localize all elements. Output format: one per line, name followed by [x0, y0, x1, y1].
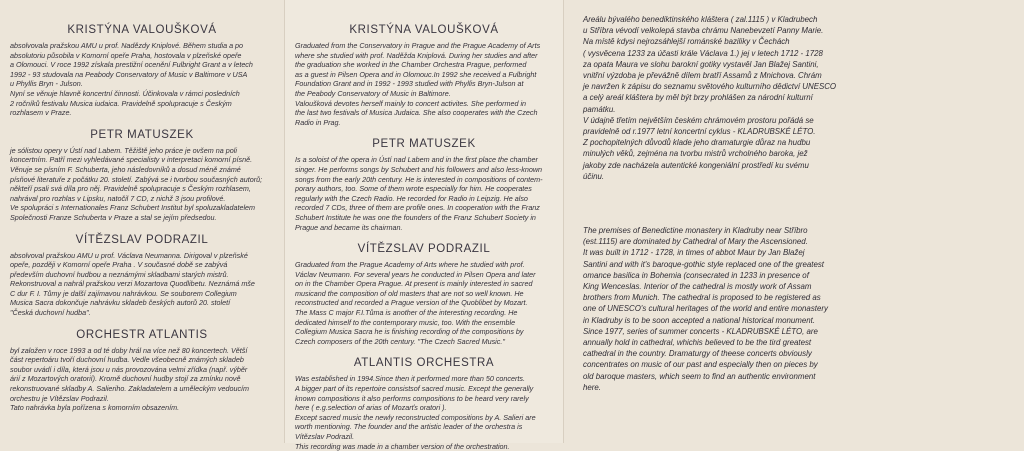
section-text: je sólistou opery v Ústí nad Labem. Těžiště jeho práce je ovšem na poli koncertním. Patří mezi vyhledávané specialisty v interpretaci komorní písně. Věnuje se písním F. Schuberta, jeho následovníků a dosud méně známé písňové literatuře z počátku 20. století. Zabývá se i tvorbou současných autorů; někteří psali svá díla pro něj. Pravidelně spolupracuje s Českým rozhlasem, nahrával pro rozhlas v Lipsku, natočil 7 CD, z nichž 3 jsou profilové. Ve spolupráci s Internationales Franz Schubert Institut byl spoluzakladatelem Společnosti Franze Schuberta v Praze a stal se jejím předsedou. [10, 145, 263, 222]
section-heading: ATLANTIS ORCHESTRA [353, 357, 495, 370]
monastery-column [563, 0, 1024, 443]
czech-bio-column [0, 0, 284, 443]
section-heading: KRISTÝNA VALOUŠKOVÁ [349, 24, 499, 36]
section-text: Was established in 1994.Since then it performed more than 50 concerts. A bigger part of its repertoire consistsof sacred music. Except the generally known compositions it also performs compositions to be heard very rarely here ( e.g.selection of arias of Mozarťs oratori ). Except sacred music the newly reconstructed compositions by A. Salieri are worth mentioning. The founder and the artistic leader of the orchestra is Vítězslav Podrazil. This recording was made in a chamber version of the orchestration. [295, 374, 536, 451]
section-heading: VÍTĚZSLAV PODRAZIL [75, 233, 209, 246]
section-heading: ORCHESTR ATLANTIS [76, 328, 208, 341]
english-bio-column [285, 0, 563, 451]
section-heading: KRISTÝNA VALOUŠKOVÁ [67, 24, 217, 36]
section-heading: PETR MATUSZEK [90, 128, 194, 141]
section-text: byl založen v roce 1993 a od té doby hrál na více než 80 koncertech. Větší část repertoáru tvoří duchovní hudba. Vedle všeobecně známých skladeb soubor uvádí i díla, která jsou u nás provozována velmi zřídka (např. výběr árií z Mozartových oratorií). Kromě duchovní hudby stojí za zmínku nově rekonstruované skladby A. Salieriho. Zakladatelem a uměleckým vedoucím orchestru je Vítězslav Podrazil. Tato nahrávka byla pořízena s komorním obsazením. [10, 345, 250, 413]
section-heading: PETR MATUSZEK [372, 138, 476, 151]
section-text: absolvovala pražskou AMU u prof. Nadězdy Kniplové. Během studia a po absolutoriu působila v Komorní opeře Praha, hostovala v plzeňské opeře a Olomouci. V roce 1992 získala prestižní ocenění Fulbright Grant a v letech 1992 - 93 studovala na Peabody Conservatory of Music v Baltimore v USA u Phyllis Bryn - Julson. Nyní se věnuje hlavně koncertní činnosti. Účinkovala v rámci posledních 2 ročníků festivalu Musica iudaica. Pravidelně spolupracuje s Českým rozhlasem v Praze. [10, 41, 253, 118]
section-text: Graduated from the Conservatory in Prague and the Prague Academy of Arts where she studied with prof. Naděžda Kniplová. During her studies and after the graduation she worked in the Chamber Orchestra Prague, performed as a guest in Pilsen Opera and in Olomouc.In 1992 she received a Fulbright Foundation Grant and in 1992 - 1993 studied with Phyllis Bryn-Julson at the Peabody Conservatory of Music in Baltimore. Valoušková devotes herself mainly to concert activites. She performed in the last two festivals of Musica Judaica. She also cooperates with the Czech Radio in Prag. [295, 41, 541, 127]
section-text: Is a soloist of the opera in Ústí nad Labem and in the first place the chamber singer. He performs songs by Schubert and his followers and also less-known songs from the early 20th century. He is interested in compositions of contem- porary authors, too. Some of them wrote especially for him. He cooperates regularly with the Czech Radio. He recorded for Radio in Leipzig. He also recorded 7 CDs, three of them are profile ones. In cooperation with the Franz Schubert Institute he was one the founders of the Franz Schubert Society in Prague and became its chairman. [295, 155, 543, 232]
monastery-text-czech: Areálu bývalého benediktinského kláštera ( zal.1115 ) v Kladrubech u Stříbra vévodí velkolepá stavba chrámu Nanebevzetí Panny Marie. Na místě kdysi nejrozsáhlejší románské baziliky v Čechách ( vysvěcena 1233 za účasti krále Václava 1.) jej v letech 1712 - 1728 za opata Maura ve slohu barokní gotiky vystavěl Jan Blažej Santini, vnitřní výzdoba je převážně dílem bratří Assamů z Mnichova. Chrám je navržen k zápisu do seznamu světového kulturního dědictví UNESCO a celý areál kláštera by měl být brzy prohlášen za národní kulturní památku. V údajně třetím největším českém chrámovém prostoru pořádá se pravidelně od r.1977 letní koncertní cyklus - KLADRUBSKÉ LÉTO. Z pochopitelných důvodů klade jeho dramaturgie důraz na hudbu minulých věků, zejména na tvorbu mistrů vrcholného baroka, jež jakoby zde nacházela autentické kongeniální prostředí ku svému účinu. [583, 15, 837, 181]
section-text: absolvoval pražskou AMU u prof. Václava Neumanna. Dirigoval v plzeňské opeře, později v Komorní opeře Praha . V současné době se zabývá především duchovní hudbou a neznámými skladbami starých mistrů. Rekonstruoval a nahrál pražskou verzi Mozartova Quodlibetu. Neznámá mše C dur F. I. Tůmy je další zajímavou nahrávkou. Se souborem Collegium Musica Sacra dokončuje nahrávku skladeb českých autorů 20. století "Česká duchovní hudba". [10, 250, 255, 318]
monastery-text-english: The premises of Benedictine monastery in Kladruby near Stříbro (est.1115) are dominated by Cathedral of Mary the Ascensioned. It was built in 1712 - 1728, in times of abbot Maur by Jan Blažej Santini and with it's baroque-gothic style replaced one of the greatest omance basilica in Bohemia (consecrated in 1233 in presence of King Wenceslas. Interior of the cathedral is mostly work of Assam brothers from Munich. The cathedral is proposed to be registered as one of UNESCO's cultural heritages of the world and entire monastery in Kladruby is to be soon accepted a national historical monument. Since 1977, series of summer concerts - KLADRUBSKÉ LÉTO, are annually hold in cathedral, whichis believed to be the tird greatest cathedral in the country. Dramaturgy of theese concerts obviously concentrates on music of our past and especially then on pieces by old baroque masters, which seem to find an authentic environment here. [583, 226, 828, 392]
section-text: Graduated from the Prague Academy of Arts where he studied with prof. Václav Neumann. For several years he conducted in Pilsen Opera and later on in the Chamber Opera Prague. At present is mainly interested in sacred musicand the composition of old masters that are not so well known. He reconstructed and recorded a Prague version of the Quoblibet by Mozart. The Mass C major F.I.Tůma is another of the interesting recording. He dedicated himself to the contemporary music, too. With the ensemble Collegium Musica Sacra he is finishing recording of the compositions by Czech composers of the 20th century. "The Czech Sacred Music." [295, 260, 536, 346]
section-heading: VÍTĚZSLAV PODRAZIL [357, 243, 491, 256]
